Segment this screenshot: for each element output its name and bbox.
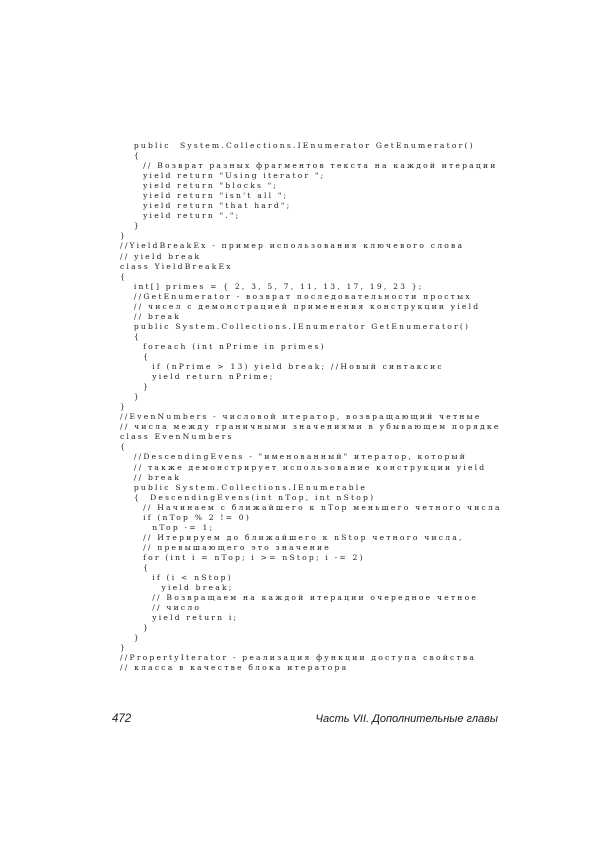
code-listing: [120, 141, 502, 673]
code-line: // break: [120, 472, 182, 482]
code-line: // числа между граничными значениями в убывающем порядке: [120, 422, 501, 432]
code-line: {: [120, 351, 151, 361]
code-line: // Возвращаем на каждой итерации очередное четное: [120, 593, 479, 603]
code-line: // число: [120, 603, 202, 613]
code-line: // Возврат разных фрагментов текста на каждой итерации: [120, 161, 498, 171]
code-line: }: [120, 221, 141, 231]
code-line: { DescendingEvens(int nTop, int nStop): [120, 492, 376, 502]
code-line: //GetEnumerator - возврат последовательности простых: [120, 291, 472, 301]
code-line: // break: [120, 311, 182, 321]
code-line: }: [120, 402, 128, 412]
code-line: //DescendingEvens - "именованный" итератор, который: [120, 452, 468, 462]
code-line: foreach (int nPrime in primes): [120, 341, 326, 351]
code-line: // также демонстрирует использование конструкции yield: [120, 462, 487, 472]
code-line: }: [120, 382, 151, 392]
code-line: if (nPrime > 13) yield break; //Новый синтаксис: [120, 362, 444, 372]
code-line: //EvenNumbers - числовой итератор, возвращающий четные: [120, 412, 482, 422]
code-line: yield return "isn't all ";: [120, 191, 289, 201]
code-line: }: [120, 231, 128, 241]
code-line: yield return "Using iterator ";: [120, 171, 326, 181]
code-line: if (i < nStop): [120, 573, 233, 583]
code-line: //YieldBreakEx - пример использования ключевого слова: [120, 241, 465, 251]
code-line: }: [120, 392, 141, 402]
code-line: yield return ".";: [120, 211, 241, 221]
code-line: public System.Collections.IEnumerator GetEnumerator(): [120, 141, 475, 150]
code-line: yield return "blocks ";: [120, 181, 279, 191]
code-line: // чисел с демонстрацией применения конструкции yield: [120, 301, 481, 311]
code-line: {: [120, 442, 128, 452]
code-line: class EvenNumbers: [120, 432, 234, 442]
code-line: yield break;: [120, 583, 234, 593]
code-line: if (nTop % 2 != 0): [120, 512, 251, 522]
code-line: // Начинаем с ближайшего к nTop меньшего четного числа: [120, 502, 502, 512]
code-line: //PropertyIterator - реализация функции доступа свойства: [120, 653, 477, 663]
code-line: {: [120, 151, 141, 161]
code-line: int[] primes = { 2, 3, 5, 7, 11, 13, 17, 19, 23 };: [120, 281, 424, 291]
code-line: // класса в качестве блока итератора: [120, 663, 349, 673]
code-line: public System.Collections.IEnumerable: [120, 482, 368, 492]
code-line: // yield break: [120, 251, 202, 261]
code-line: // превышающего это значение: [120, 542, 331, 552]
code-line: class YieldBreakEx: [120, 261, 233, 271]
chapter-title: Часть VII. Дополнительные главы: [315, 713, 498, 725]
page-footer: [112, 713, 498, 729]
code-line: public System.Collections.IEnumerator GetEnumerator(): [120, 321, 471, 331]
code-line: for (int i = nTop; i >= nStop; i -= 2): [120, 552, 365, 562]
code-line: yield return nPrime;: [120, 372, 275, 382]
code-line: // Итерируем до ближайшего к nStop четного числа,: [120, 532, 464, 542]
code-line: yield return i;: [120, 613, 239, 623]
code-line: }: [120, 643, 128, 653]
code-line: }: [120, 633, 141, 643]
code-line: yield return "that hard";: [120, 201, 292, 211]
code-line: {: [120, 562, 151, 572]
code-line: {: [120, 331, 141, 341]
code-line: nTop -= 1;: [120, 522, 215, 532]
code-line: }: [120, 623, 151, 633]
code-line: {: [120, 271, 128, 281]
page-number: 472: [112, 713, 132, 725]
